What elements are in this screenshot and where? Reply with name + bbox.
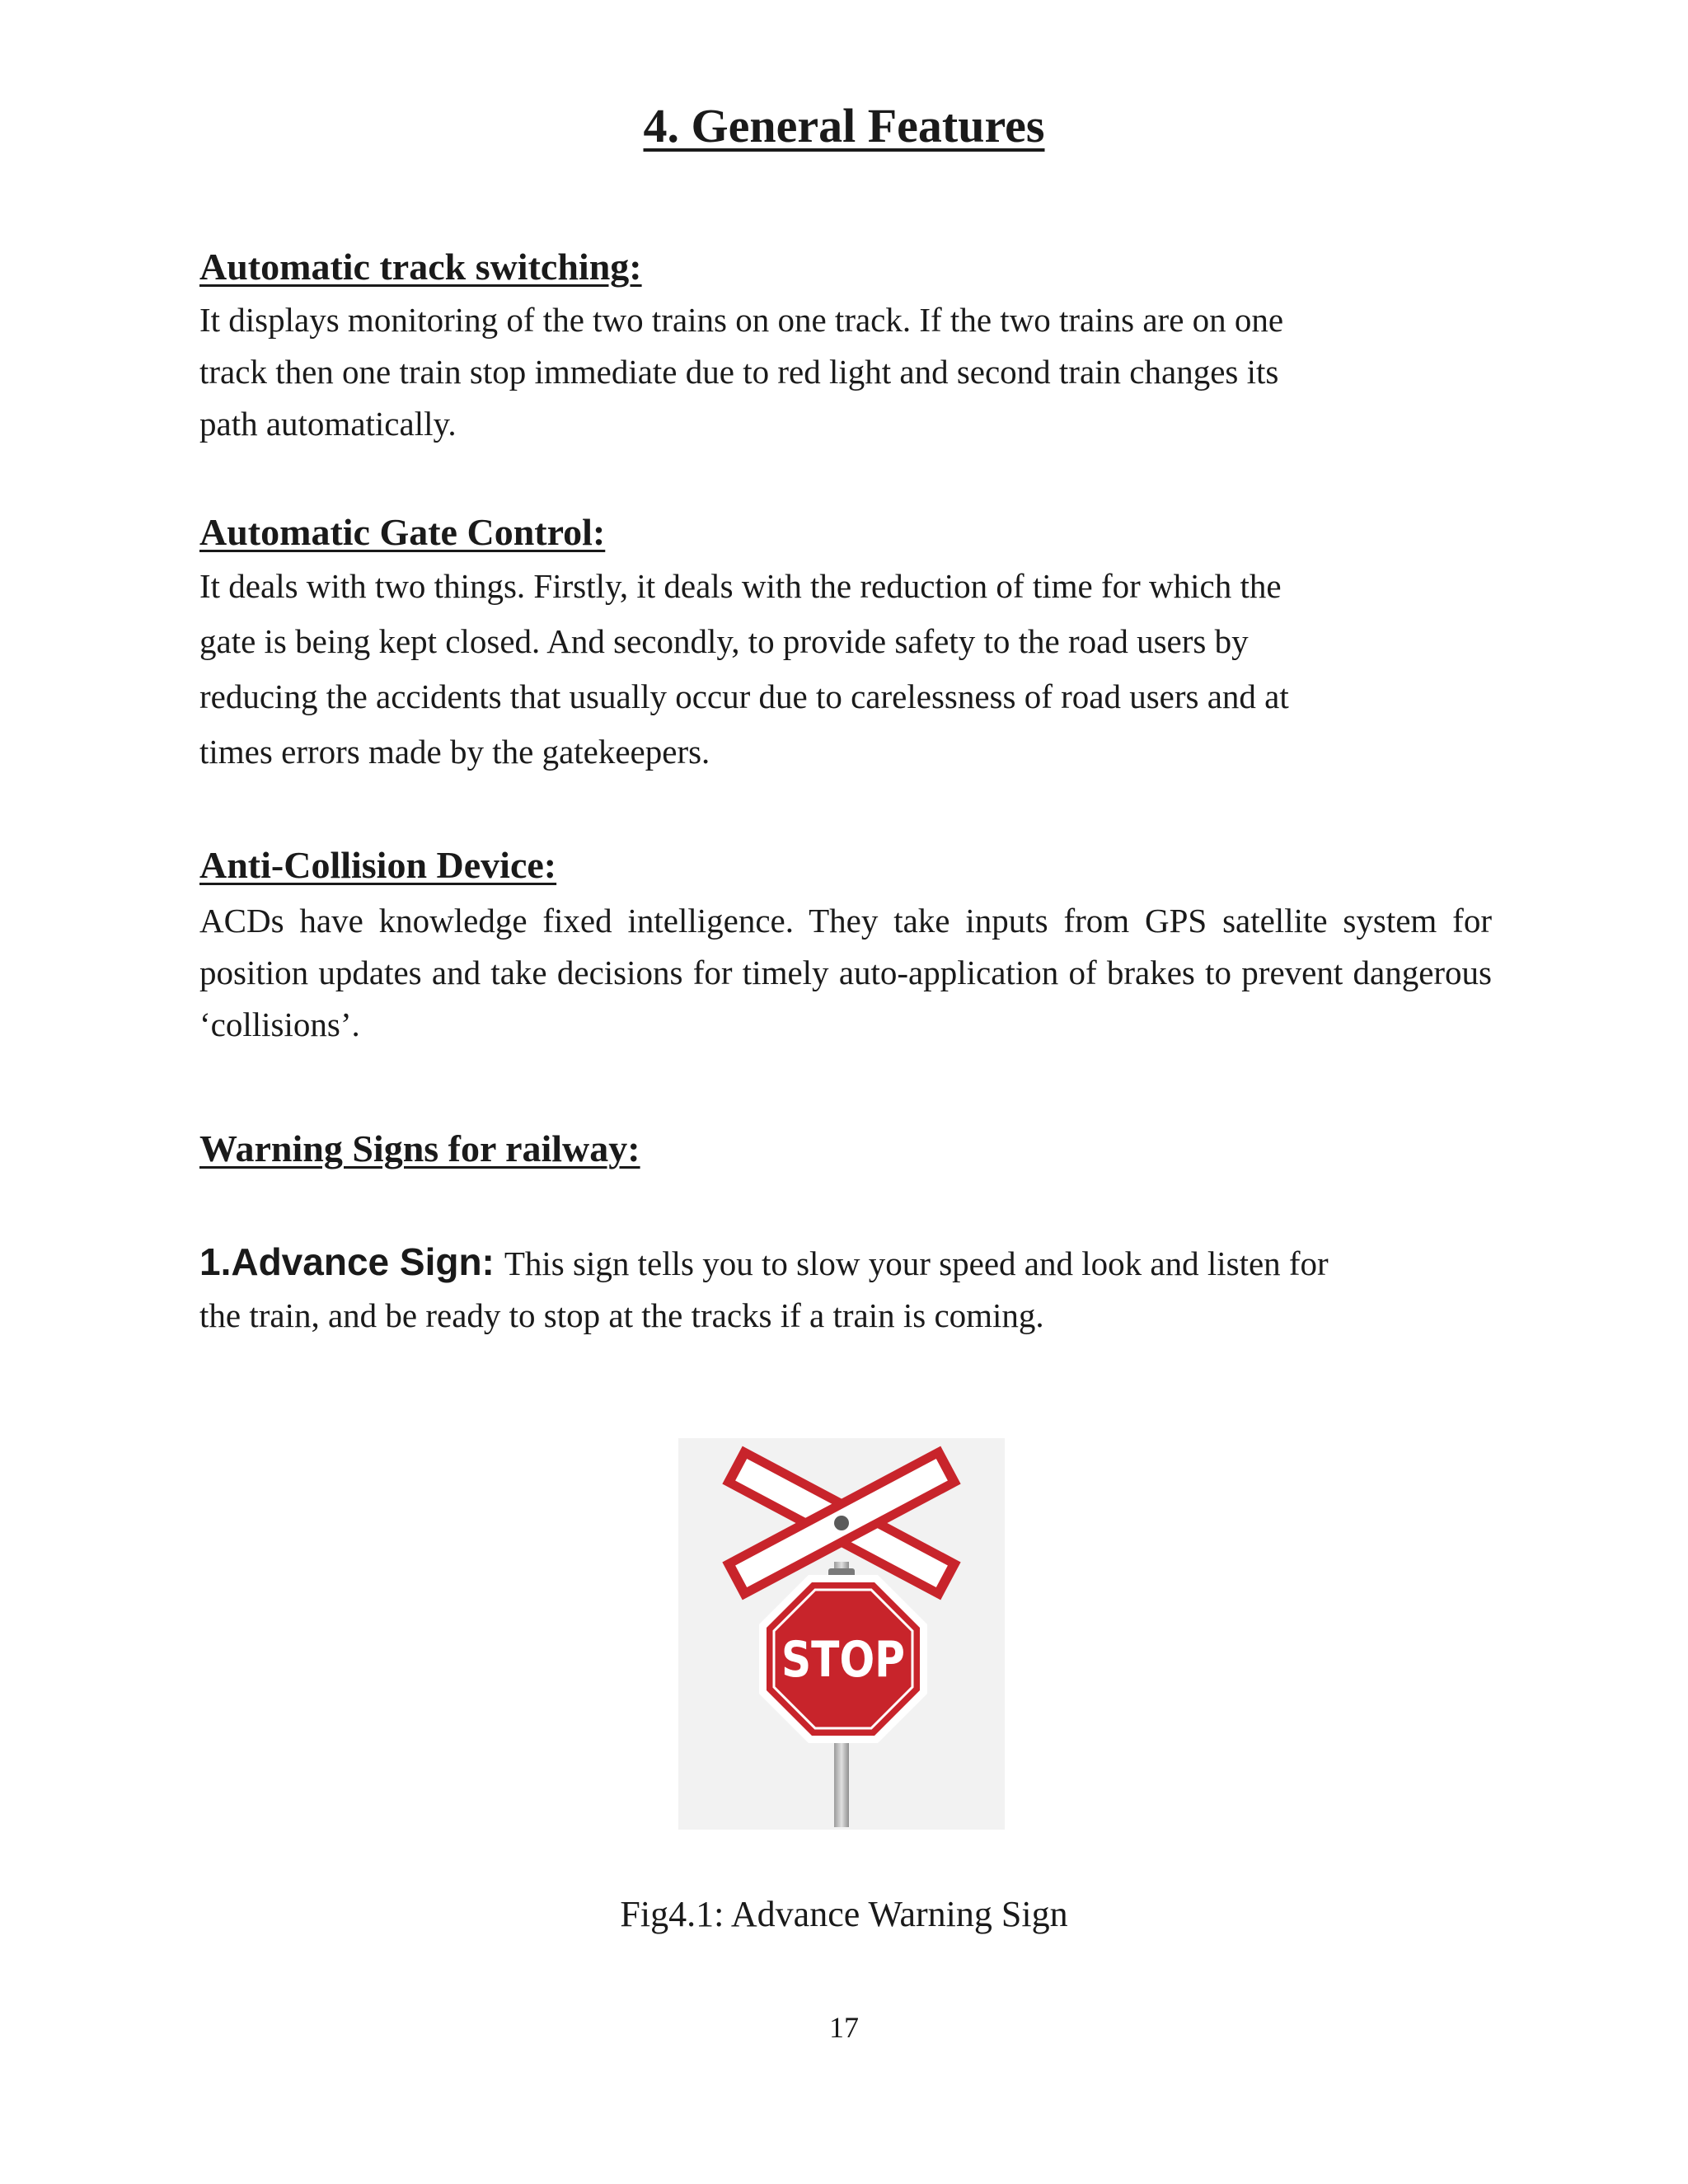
gate-control-line-4: times errors made by the gatekeepers. xyxy=(199,733,710,771)
gate-control-line-1: It deals with two things. Firstly, it deals with the reduction of time for which the xyxy=(199,567,1282,605)
stop-octagon xyxy=(759,1575,927,1743)
advance-sign-line-1 xyxy=(199,1236,1329,1290)
advance-sign-label: 1.Advance Sign: xyxy=(199,1240,495,1283)
track-switching-line-3: path automatically. xyxy=(199,405,457,443)
advance-warning-sign-figure xyxy=(678,1438,1005,1830)
page-title: 4. General Features xyxy=(643,99,1045,152)
gate-control-line-3: reducing the accidents that usually occur due to carelessness of road users and at xyxy=(199,677,1289,715)
section-heading-track-switching: Automatic track switching: xyxy=(199,246,642,288)
anti-collision-paragraph: ACDs have knowledge fixed intelligence. They take inputs from GPS satellite system for position updates and take decisions for timely auto-application of brakes to prevent dangerous ‘collisions’. xyxy=(199,902,1492,1043)
track-switching-line-1: It displays monitoring of the two trains on one track. If the two trains are on one xyxy=(199,301,1284,339)
section-heading-anti-collision: Anti-Collision Device: xyxy=(199,844,557,886)
figure-caption: Fig4.1: Advance Warning Sign xyxy=(620,1894,1068,1934)
section-heading-gate-control: Automatic Gate Control: xyxy=(199,511,606,553)
advance-sign-line-2: the train, and be ready to stop at the tracks if a train is coming. xyxy=(199,1296,1044,1334)
crossbuck-stop-sign-image xyxy=(678,1438,1005,1830)
track-switching-line-2: track then one train stop immediate due to red light and second train changes its xyxy=(199,353,1279,391)
section-heading-warning-signs: Warning Signs for railway: xyxy=(199,1127,640,1169)
page-number: 17 xyxy=(829,2011,859,2044)
stop-sign-text: STOP xyxy=(781,1631,905,1689)
advance-sign-text-1: This sign tells you to slow your speed and look and listen for xyxy=(504,1244,1329,1282)
gate-control-line-2: gate is being kept closed. And secondly, to provide safety to the road users by xyxy=(199,622,1249,660)
advance-sign-paragraph xyxy=(199,1236,1329,1342)
